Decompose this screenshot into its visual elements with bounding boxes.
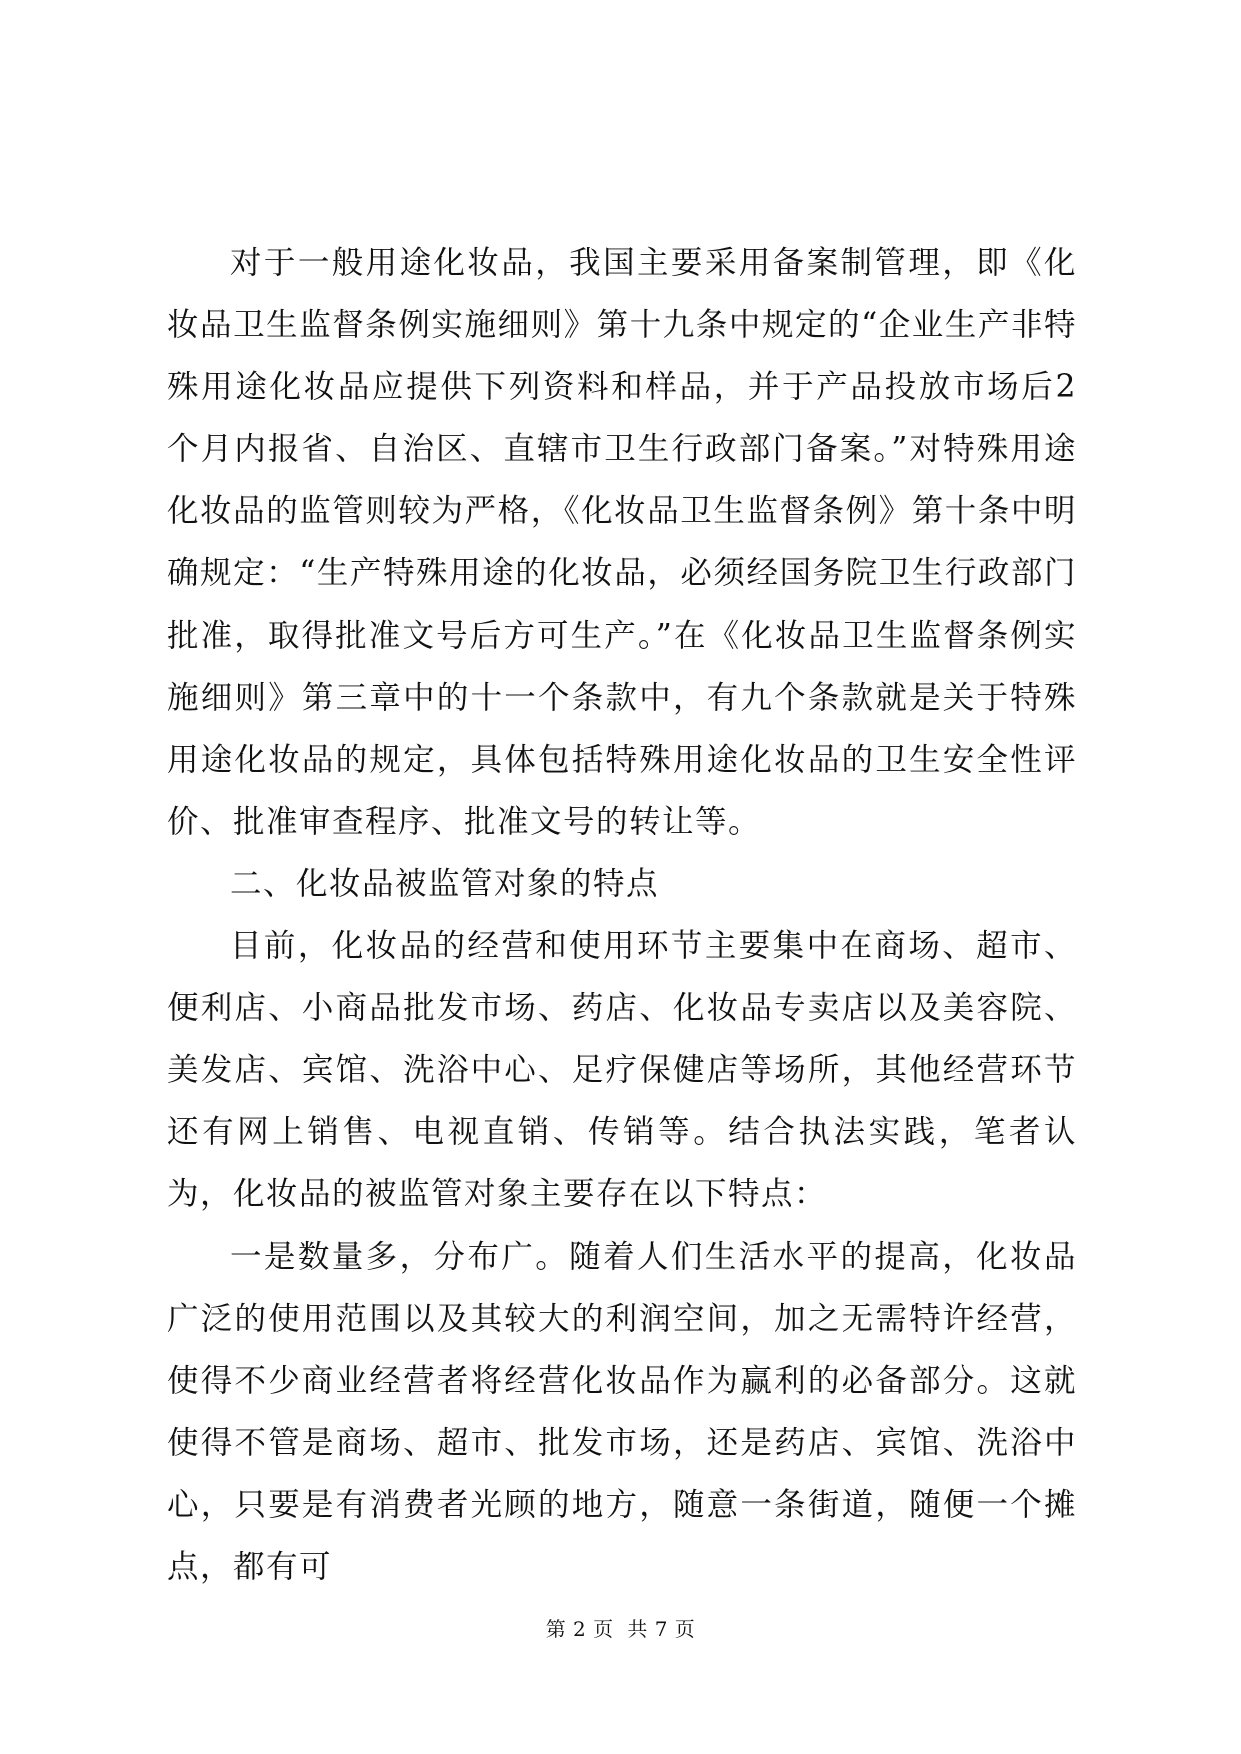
paragraph-business-venues: 目前，化妆品的经营和使用环节主要集中在商场、超市、便利店、小商品批发市场、药店、化妆品专卖店以及美容院、美发店、宾馆、洗浴中心、足疗保健店等场所，其他经营环节还有网上销售、电视直销、传销等。结合执法实践，笔者认为，化妆品的被监管对象主要存在以下特点：	[167, 928, 1077, 1213]
section-heading: 二、化妆品被监管对象的特点	[230, 865, 660, 902]
document-body	[167, 232, 1077, 1598]
page-number: 第 2 页 共 7 页	[545, 1617, 696, 1641]
paragraph-quantity-distribution: 一是数量多，分布广。随着人们生活水平的提高，化妆品广泛的使用范围以及其较大的利润空间，加之无需特许经营，使得不少商业经营者将经营化妆品作为赢利的必备部分。这就使得不管是商场、超市、批发市场，还是药店、宾馆、洗浴中心，只要是有消费者光顾的地方，随意一条街道，随便一个摊点，都有可	[167, 1238, 1077, 1585]
page-footer	[0, 1613, 1241, 1642]
paragraph-filing-regulation: 对于一般用途化妆品，我国主要采用备案制管理，即《化妆品卫生监督条例实施细则》第十九条中规定的“企业生产非特殊用途化妆品应提供下列资料和样品，并于产品投放市场后2个月内报省、自治区、直辖市卫生行政部门备案。”对特殊用途化妆品的监管则较为严格，《化妆品卫生监督条例》第十条中明确规定：“生产特殊用途的化妆品，必须经国务院卫生行政部门批准，取得批准文号后方可生产。”在《化妆品卫生监督条例实施细则》第三章中的十一个条款中，有九个条款就是关于特殊用途化妆品的规定，具体包括特殊用途化妆品的卫生安全性评价、批准审查程序、批准文号的转让等。	[167, 245, 1077, 840]
